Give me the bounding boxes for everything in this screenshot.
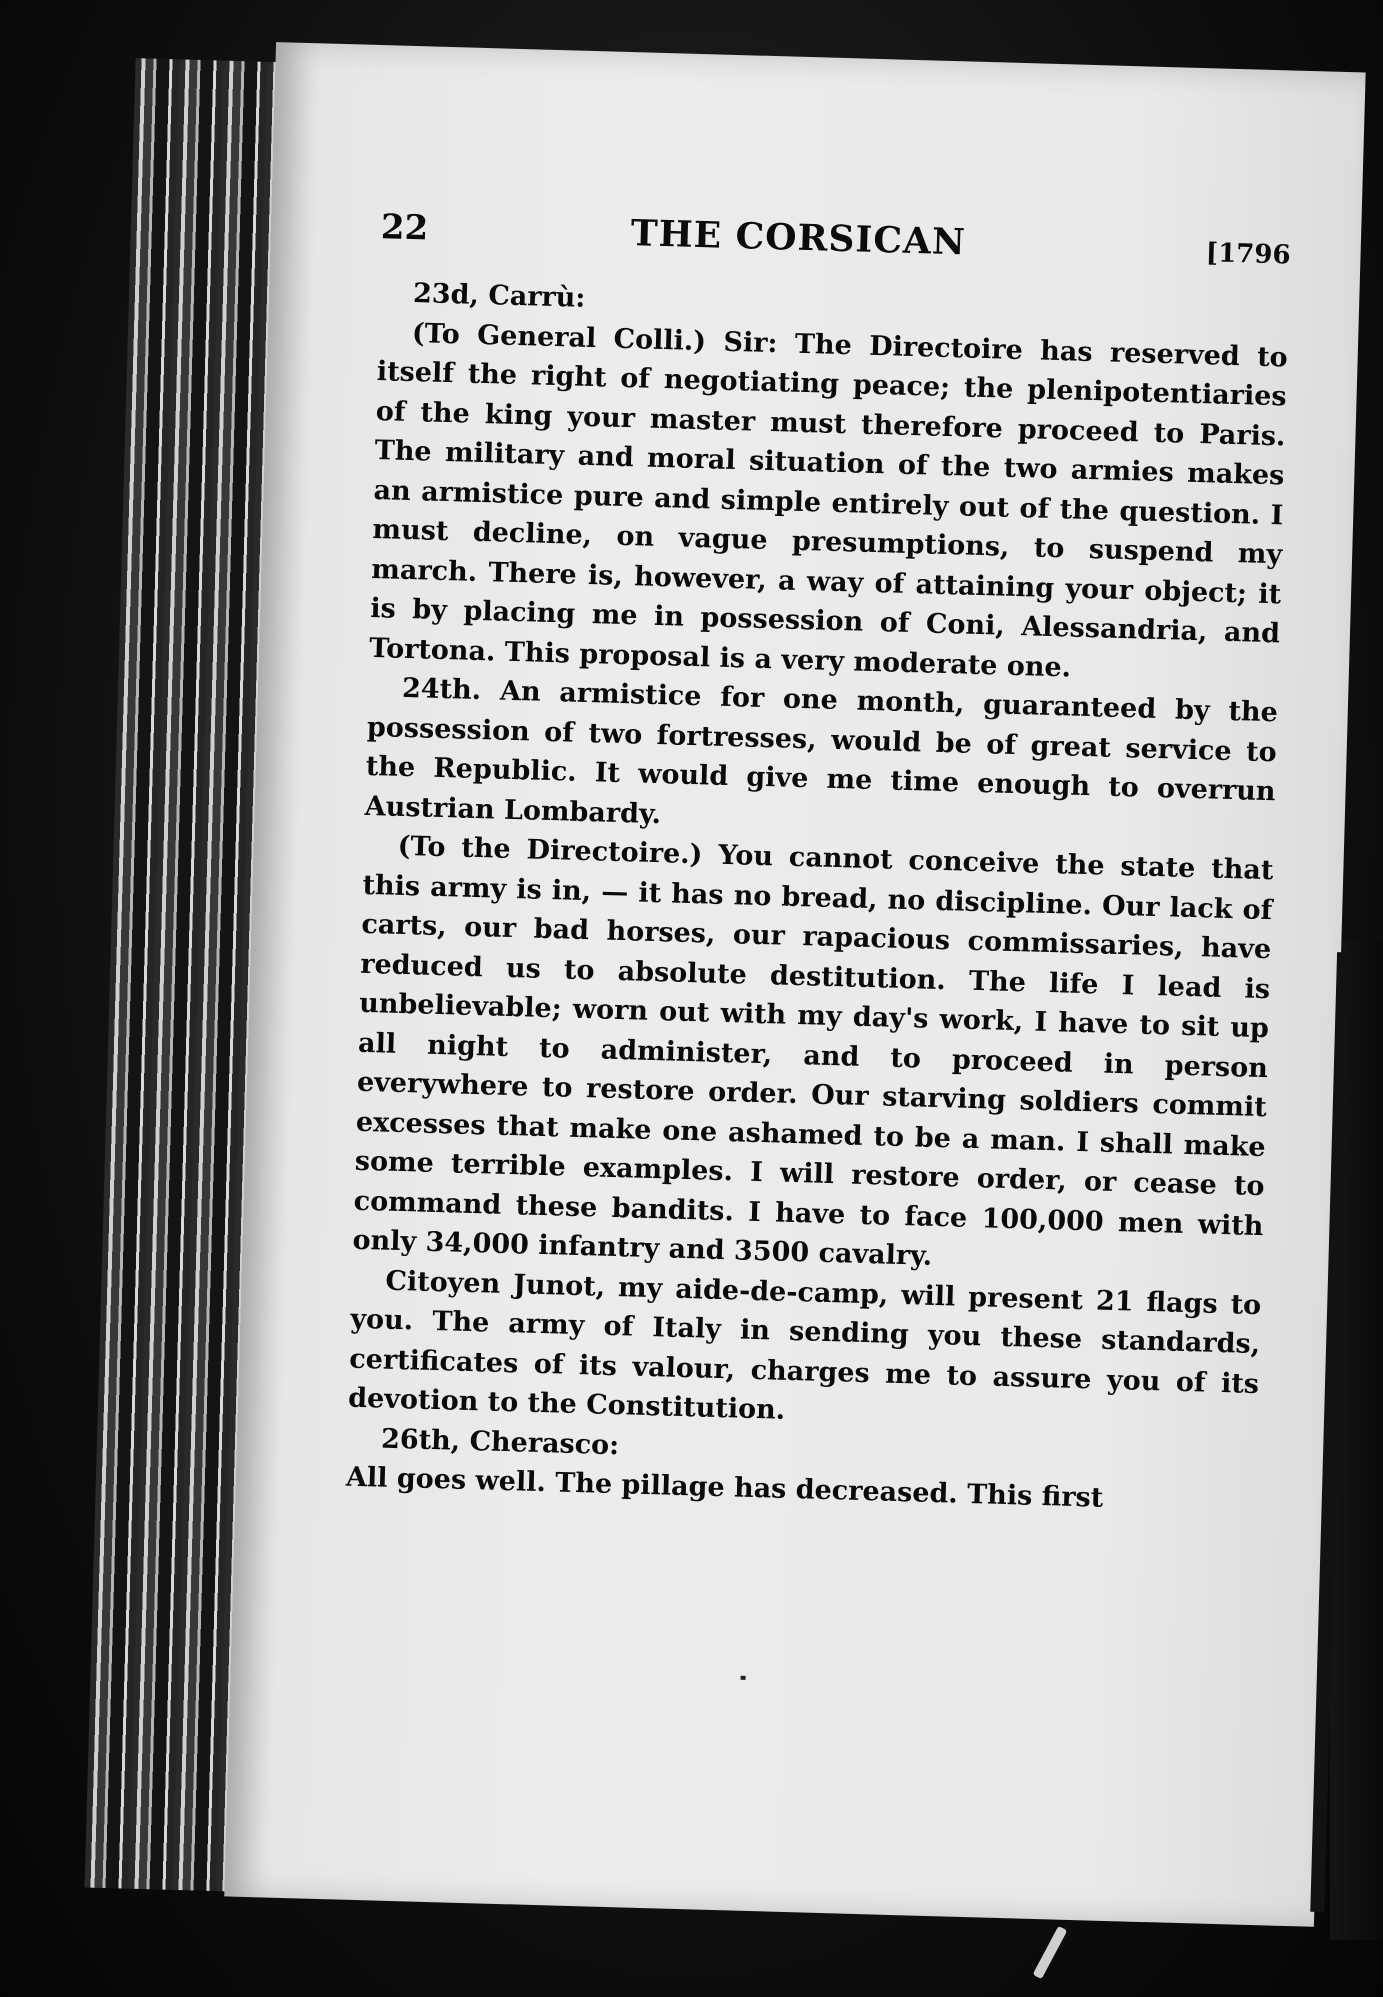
paragraph: All goes well. The pillage has decreased. This first — [345, 1461, 1104, 1514]
paragraph-dateline-1: 23d, Carrù: — [412, 278, 586, 314]
book — [84, 38, 1365, 1927]
paragraph: Citoyen Junot, my aide-de-camp, will present 21 flags to you. The army of Italy in sending you these standards, certificates of its valour, charges me to assure you of its devotion to the Constitution. — [347, 1265, 1262, 1426]
body-text — [345, 273, 1289, 1522]
running-title: THE CORSICAN — [630, 212, 967, 264]
paragraph: 24th. An armistice for one month, guaranteed by the possession of two fortresses, would be of great service to the Republic. It would give me time enough to overrun Austrian Lombardy. — [364, 672, 1279, 830]
year-marker: [1796 — [1205, 238, 1291, 271]
paragraph-dateline-2: 26th, Cherasco: — [380, 1423, 620, 1461]
paragraph: (To the Directoire.) You cannot conceive the state that this army is in, — it has no bread, no discipline. Our lack of carts, our bad horses, our rapacious commissaries, have reduced us to absolute destitution. The life I lead is unbelievable; worn out with my day's work, I have to sit up all night to administer, and to proceed in person everywhere to restore order. Our starving soldiers commit excesses that make one ashamed to be a man. I shall make some terrible examples. I will restore order, or cease to command these bandits. I have to face 100,000 men with only 34,000 infantry and 3500 cavalry. — [352, 830, 1274, 1272]
folio-mark — [741, 1676, 746, 1680]
paragraph: (To General Colli.) Sir: The Directoire has reserved to itself the right of negotiating peace; the plenipotentiaries of the king your master must therefore proceed to Paris. The military and moral situation of the two armies makes an armistice pure and simple entirely out of the question. I must decline, on vague presumptions, to suspend my march. There is, however, a way of attaining your object; it is by placing me in possession of Coni, Alessandria, and Tortona. This proposal is a very moderate one. — [368, 317, 1289, 684]
page-number: 22 — [380, 207, 429, 249]
